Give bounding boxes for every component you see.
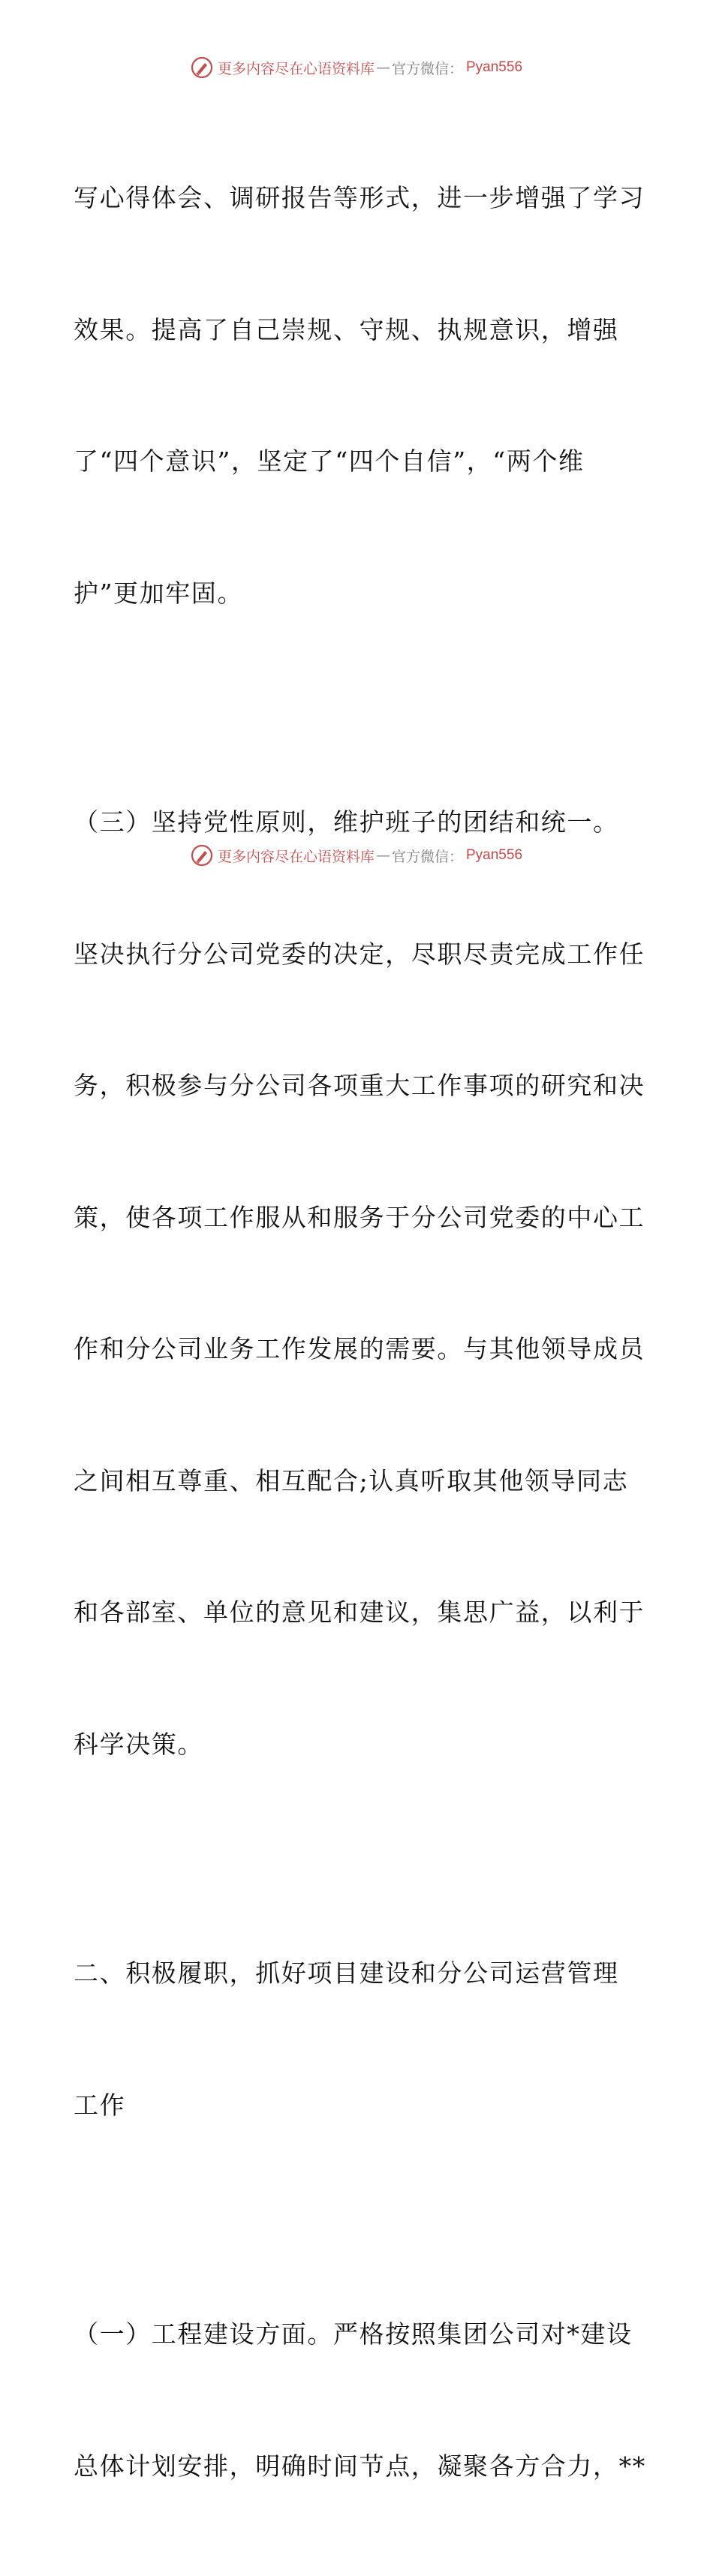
- watermark-brand-text: 更多内容尽在心语资料库: [217, 848, 375, 865]
- paragraph-4: [74, 2225, 646, 2576]
- document-body: [74, 89, 646, 2576]
- text-line: 了“四个意识”，坚定了“四个自信”，“两个维: [74, 446, 585, 476]
- text-line: 坚决执行分公司党委的决定，尽职尽责完成工作任: [74, 939, 645, 969]
- text-line: 和各部室、单位的意见和建议，集思广益，以利于: [74, 1598, 645, 1627]
- pen-seal-icon: [191, 844, 213, 867]
- text-line: 工作: [74, 2090, 126, 2120]
- paragraph-3: [74, 1864, 638, 2215]
- watermark-wechat-id: Pyan556: [466, 59, 523, 75]
- pen-seal-icon: [191, 56, 213, 79]
- text-line: 务，积极参与分公司各项重大工作事项的研究和决: [74, 1071, 645, 1100]
- text-line: 作和分公司业务工作发展的需要。与其他领导成员: [74, 1334, 645, 1363]
- text-line: 总体计划安排，明确时间节点，凝聚各方合力，**: [74, 2451, 646, 2481]
- text-line: 之间相互尊重、相互配合;认真听取其他领导同志: [74, 1465, 629, 1495]
- paragraph-1: [74, 89, 645, 703]
- text-line: 护”更加牢固。: [74, 578, 244, 608]
- text-line: 科学决策。: [74, 1729, 203, 1759]
- watermark-brand-text: 更多内容尽在心语资料库: [217, 60, 375, 77]
- watermark-separator: —: [375, 59, 390, 76]
- watermark-separator: —: [375, 847, 390, 864]
- watermark-official-label: 官方微信：: [391, 848, 463, 865]
- paragraph-2: [74, 713, 645, 1854]
- section-heading-1: （一）工程建设方面。严格按照集团公司对*建设: [74, 2319, 633, 2349]
- text-line: 写心得体会、调研报告等形式，进一步增强了学习: [74, 183, 645, 212]
- text-line: 效果。提高了自己崇规、守规、执规意识，增强: [74, 314, 619, 344]
- watermark-wechat-id: Pyan556: [466, 847, 523, 863]
- section-heading-3: （三）坚持党性原则，维护班子的团结和统一。: [74, 807, 619, 837]
- watermark-footer: [0, 840, 713, 870]
- watermark-header: [0, 53, 713, 83]
- section-heading-2: 二、积极履职，抓好项目建设和分公司运营管理: [74, 1958, 619, 1988]
- watermark-official-label: 官方微信：: [391, 60, 463, 77]
- text-line: 策，使各项工作服从和服务于分公司党委的中心工: [74, 1202, 645, 1232]
